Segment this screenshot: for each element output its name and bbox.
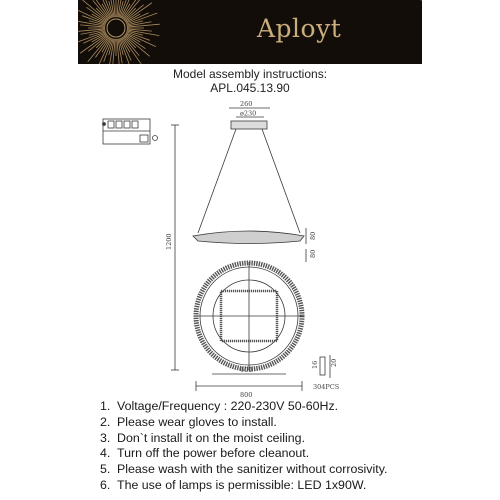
top-width-label: 260 [240,100,253,108]
thickness-label-a: 80 [309,231,317,240]
instruction-item: 1. Voltage/Frequency : 220-230V 50-60Hz. [100,399,339,413]
cable-left [198,129,236,233]
page-title: Model assembly instructions: [172,67,328,81]
instruction-list [100,399,387,494]
instruction-item: 4. Turn off the power before cleanout. [100,446,310,461]
screw [320,357,325,375]
screw-size-a-label: 20 [330,358,338,367]
thickness-label-b: 80 [309,249,317,258]
canopy [231,121,267,129]
cable-right [262,129,300,233]
upper-ring [193,231,304,244]
instruction-item: 6. The use of lamps is permissible: LED 1x90W. [100,477,367,492]
screw-size-b-label: 16 [311,360,319,369]
height-label: 1200 [165,233,173,250]
inner-diameter-label: 600 [240,366,253,374]
instruction-item: 3. Don`t install it on the moist ceiling. [100,430,306,445]
instruction-item: 2. Please wear gloves to install. [100,414,277,429]
brand-name: Aployt [257,14,342,43]
instruction-item: 5. Please wash with the sanitizer without corrosivity. [100,462,388,477]
screw-count-label: 304PCS [313,383,340,391]
model-number: APL.045.13.90 [210,81,290,95]
accessory-box [103,119,150,144]
canopy-label: ø230 [240,109,257,118]
outer-diameter-label: 800 [240,391,253,399]
